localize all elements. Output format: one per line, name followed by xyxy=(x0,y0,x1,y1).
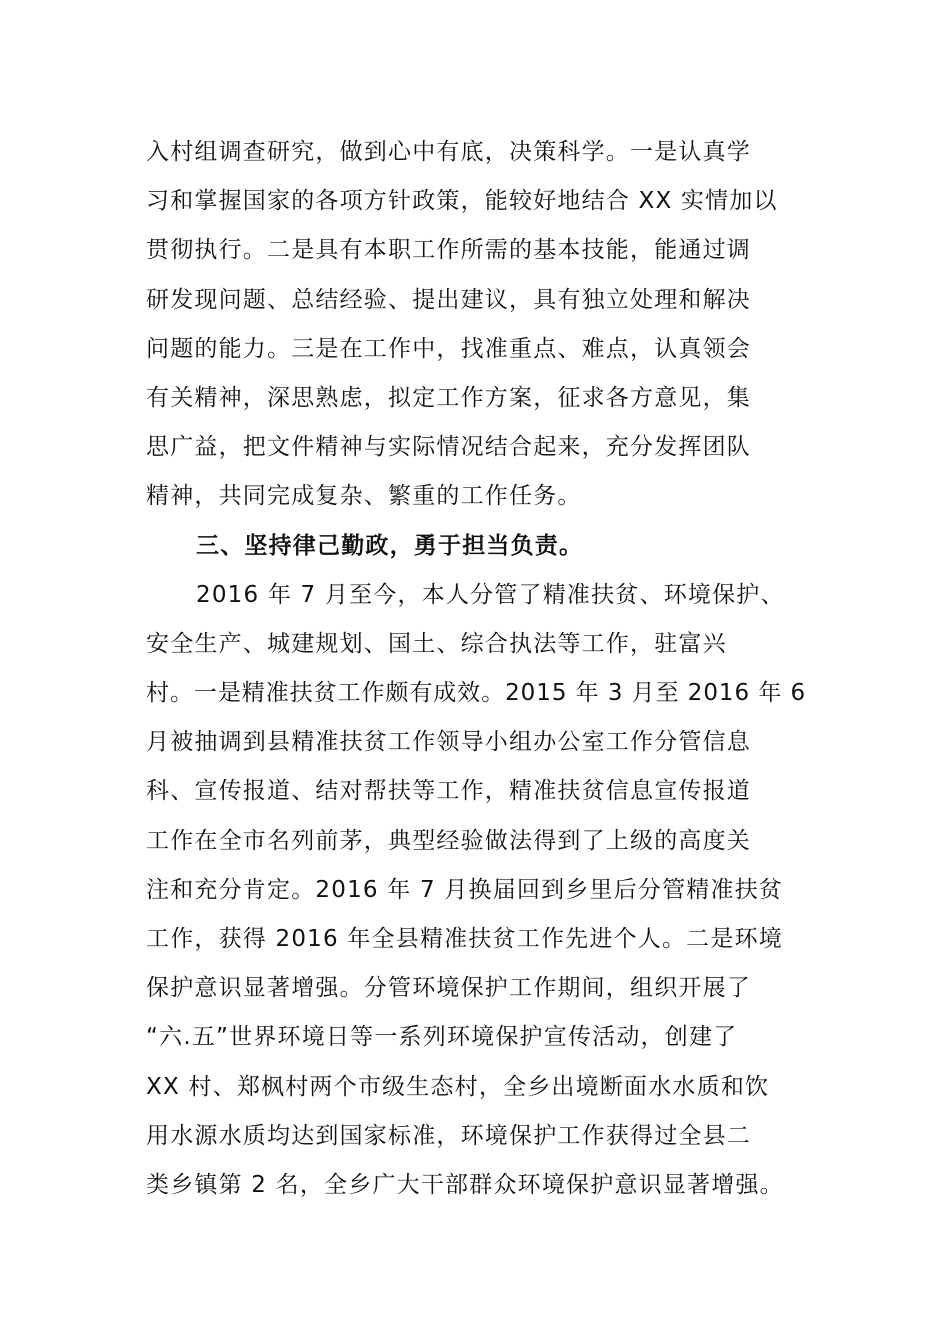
text-line: 贯彻执行。二是具有本职工作所需的基本技能，能通过调 xyxy=(146,237,751,264)
text-line: 科、宣传报道、结对帮扶等工作，精准扶贫信息宣传报道 xyxy=(146,778,751,805)
text-line: 精神，共同完成复杂、繁重的工作任务。 xyxy=(146,483,582,510)
text-line: 思广益，把文件精神与实际情况结合起来，充分发挥团队 xyxy=(146,434,751,461)
section-heading: 三、坚持律己勤政，勇于担当负责。 xyxy=(196,532,584,559)
text-line: 2016 年 7 月至今，本人分管了精准扶贫、环境保护、 xyxy=(196,581,785,608)
text-line: 安全生产、城建规划、国土、综合执法等工作，驻富兴 xyxy=(146,630,727,657)
text-line: 工作，获得 2016 年全县精准扶贫工作先进个人。二是环境 xyxy=(146,926,783,952)
text-line: 月被抽调到县精准扶贫工作领导小组办公室工作分管信息 xyxy=(146,729,751,756)
text-line: 习和掌握国家的各项方针政策，能较好地结合 XX 实情加以 xyxy=(146,188,778,215)
document-body xyxy=(146,128,806,1210)
text-line: “六.五”世界环境日等一系列环境保护宣传活动，创建了 xyxy=(146,1024,738,1051)
text-line: 入村组调查研究，做到心中有底，决策科学。一是认真学 xyxy=(146,139,751,165)
text-line: 工作在全市名列前茅，典型经验做法得到了上级的高度关 xyxy=(146,827,751,854)
text-line: 有关精神，深思熟虑，拟定工作方案，征求各方意见，集 xyxy=(146,384,751,411)
text-line: 问题的能力。三是在工作中，找准重点、难点，认真领会 xyxy=(146,335,751,362)
text-line: 类乡镇第 2 名，全乡广大干部群众环境保护意识显著增强。 xyxy=(146,1171,784,1198)
text-line: 保护意识显著增强。分管环境保护工作期间，组织开展了 xyxy=(146,975,751,1002)
text-line: 注和充分肯定。2016 年 7 月换届回到乡里后分管精准扶贫 xyxy=(146,876,784,903)
text-line: 用水源水质均达到国家标准，环境保护工作获得过全县二 xyxy=(146,1122,751,1149)
text-line: 研发现问题、总结经验、提出建议，具有独立处理和解决 xyxy=(146,286,751,313)
text-line: XX 村、郑枫村两个市级生态村，全乡出境断面水水质和饮 xyxy=(146,1073,770,1100)
text-line: 村。一是精准扶贫工作颇有成效。2015 年 3 月至 2016 年 6 xyxy=(146,680,807,707)
